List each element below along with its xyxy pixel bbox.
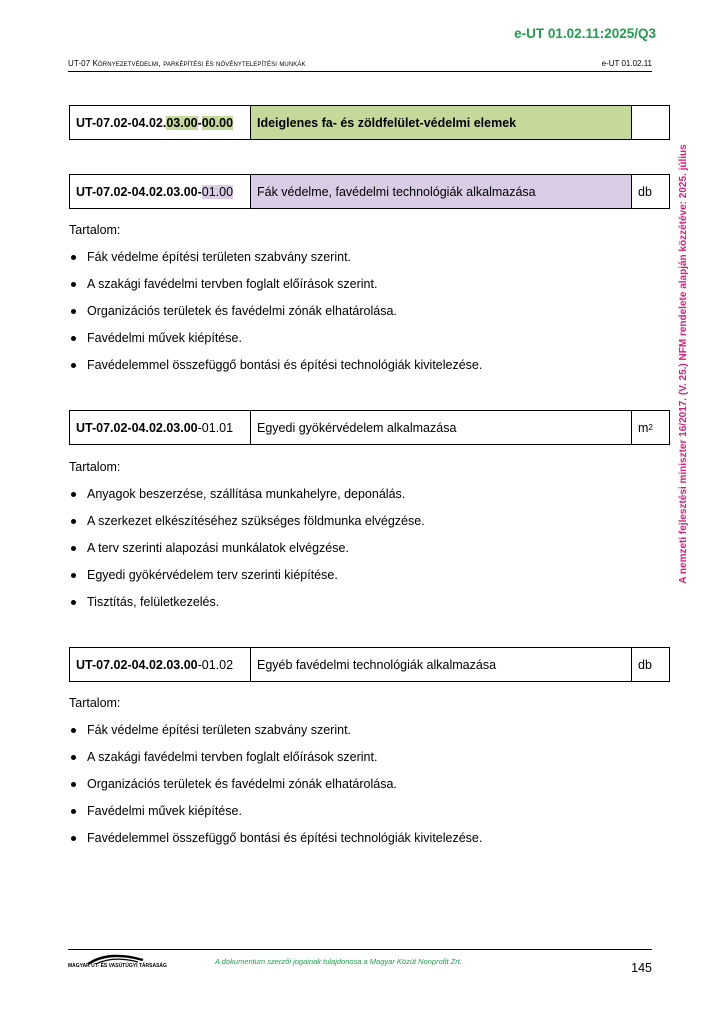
bullet-icon [71,600,76,605]
list-item [69,749,482,776]
bullet-icon [71,782,76,787]
page-header [68,59,652,68]
item-unit [632,411,669,444]
list-item-text: Favédelemmel összefüggő bontási és építési technológiák kivitelezése. [87,831,483,845]
list-item [69,486,425,513]
item-unit [632,175,669,208]
item-description [251,648,632,681]
item-code-suffix: -01.02 [197,657,234,672]
item-unit-text: db [638,184,652,199]
item-code-suffix: -01.01 [197,420,234,435]
list-item-text: Fák védelme építési területen szabvány szerint. [87,250,352,264]
bullet-icon [71,309,76,314]
item-code [70,411,251,444]
item-unit-text: m [638,420,649,435]
list-item-text: Organizációs területek és favédelmi zónák elhatárolása. [87,777,397,791]
content-label: Tartalom: [69,460,121,474]
item-table [69,647,670,682]
item-description-text: Fák védelme, favédelmi technológiák alkalmazása [257,184,536,199]
content-label: Tartalom: [69,696,121,710]
list-item [69,567,425,594]
item-code [70,648,251,681]
document-code: e-UT 01.02.11:2025/Q3 [514,26,656,41]
side-note-text: A nemzeti fejlesztési miniszter 16/2017. (V. 25.) NFM rendelete alapján közzétéve: 2025. július [678,144,689,584]
item-table [69,174,670,209]
content-bullet-list [69,249,482,384]
item-description [251,411,632,444]
item-unit [632,648,669,681]
item-code-main: UT-07.02-04.02.03.00 [76,420,198,435]
bullet-icon [71,573,76,578]
item-unit-superscript: 2 [648,423,653,432]
item-code-main: UT-07.02-04.02.03.00- [76,184,202,199]
item-code-main: UT-07.02-04.02.03.00 [76,657,198,672]
list-item-text: Anyagok beszerzése, szállítása munkahelyre, deponálás. [87,487,406,501]
header-document-code: e-UT 01.02.11 [601,59,652,68]
item-description [251,106,632,139]
item-description-text: Egyedi gyökérvédelem alkalmazása [257,420,457,435]
item-description-text: Egyéb favédelmi technológiák alkalmazása [257,657,497,672]
list-item-text: A szerkezet elkészítéséhez szükséges földmunka elvégzése. [87,514,425,528]
item-unit [632,106,669,139]
content-bullet-list [69,486,425,621]
bullet-icon [71,755,76,760]
list-item-text: Favédelmi művek kiépítése. [87,804,242,818]
list-item [69,830,482,857]
item-code [70,106,251,139]
item-code-highlight: 03.00 [166,115,198,130]
list-item-text: A szakági favédelmi tervben foglalt előírások szerint. [87,750,378,764]
header-rule [68,71,652,72]
bullet-icon [71,492,76,497]
list-item [69,357,482,384]
list-item-text: Egyedi gyökérvédelem terv szerinti kiépítése. [87,568,338,582]
page-number: 145 [631,961,652,975]
list-item-text: A szakági favédelmi tervben foglalt előírások szerint. [87,277,378,291]
item-code-suffix: 01.00 [201,184,234,199]
bullet-icon [71,809,76,814]
list-item [69,722,482,749]
item-table-group [69,105,670,140]
bullet-icon [71,546,76,551]
list-item-text: Tisztítás, felületkezelés. [87,595,220,609]
item-table [69,410,670,445]
side-note [676,96,692,632]
item-code-separator: - [197,115,202,130]
bullet-icon [71,255,76,260]
bullet-icon [71,282,76,287]
list-item [69,513,425,540]
item-description-text: Ideiglenes fa- és zöldfelület-védelmi elemek [257,115,517,130]
item-code-prefix: UT-07.02-04.02. [76,115,167,130]
item-description [251,175,632,208]
bullet-icon [71,836,76,841]
list-item-text: Fák védelme építési területen szabvány szerint. [87,723,352,737]
bullet-icon [71,519,76,524]
header-chapter-title: UT-07 Környezetvédelmi, parképítési és növénytelepítési munkák [68,59,306,68]
item-unit-text: db [638,657,652,672]
bullet-icon [71,728,76,733]
footer-logo-text: MAGYAR ÚT- ÉS VASÚTÜGYI TÁRSASÁG [68,963,167,969]
list-item [69,594,425,621]
bullet-icon [71,363,76,368]
content-bullet-list [69,722,482,857]
list-item [69,803,482,830]
footer-copyright: A dokumentum szerzői jogainak tulajdonosa a Magyar Közút Nonprofit Zrt. [215,957,462,966]
item-code-suffix: 00.00 [201,115,234,130]
list-item [69,303,482,330]
list-item-text: A terv szerinti alapozási munkálatok elvégzése. [87,541,349,555]
list-item [69,276,482,303]
list-item [69,249,482,276]
list-item-text: Organizációs területek és favédelmi zónák elhatárolása. [87,304,397,318]
list-item [69,540,425,567]
footer-logo [68,952,167,972]
item-code [70,175,251,208]
list-item-text: Favédelemmel összefüggő bontási és építési technológiák kivitelezése. [87,358,483,372]
list-item-text: Favédelmi művek kiépítése. [87,331,242,345]
list-item [69,776,482,803]
list-item [69,330,482,357]
bullet-icon [71,336,76,341]
content-label: Tartalom: [69,223,121,237]
footer-rule [68,949,652,950]
